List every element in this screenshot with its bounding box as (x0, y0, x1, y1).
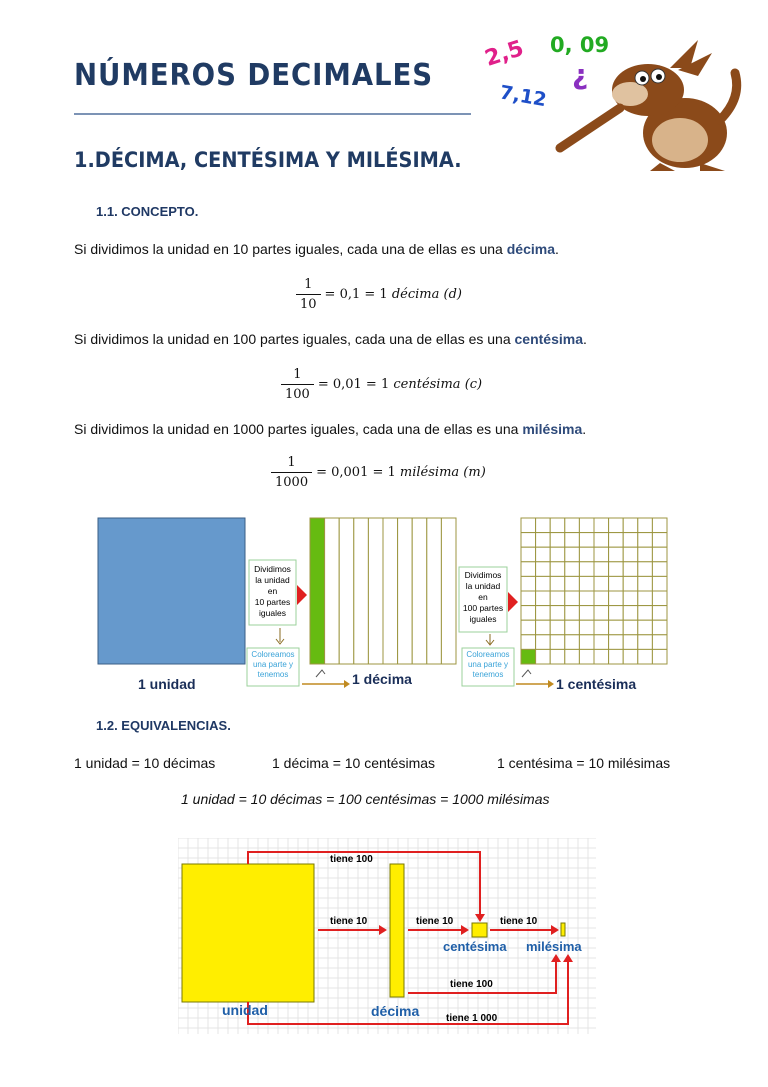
box-line: Coloreamos (466, 650, 510, 659)
hundredth-cell (536, 635, 551, 650)
hundredth-cell (565, 635, 580, 650)
cartoon-number: 2,5 (482, 36, 527, 72)
hundredth-cell (652, 606, 667, 621)
paragraph-text: Si dividimos la unidad en 1000 partes iguales, cada una de ellas es una (74, 421, 523, 437)
paragraph-decima (74, 241, 559, 257)
equivalence-decima: 1 décima = 10 centésimas (272, 755, 436, 771)
formula-word: milésima (399, 465, 460, 480)
hundredth-cell (652, 635, 667, 650)
arrow-head-icon (379, 925, 387, 935)
hundredth-cell (579, 635, 594, 650)
hundredth-cell (579, 518, 594, 533)
hundredth-cell (550, 606, 565, 621)
hundredth-cell (609, 533, 624, 548)
label-tiene10-c: tiene 10 (500, 916, 538, 927)
tenth-cell (398, 518, 413, 664)
hundredth-cell (565, 606, 580, 621)
centesima-square (472, 923, 487, 937)
hundredth-cell (594, 533, 609, 548)
paragraph-text: Si dividimos la unidad en 100 partes iguales, cada una de ellas es una (74, 331, 515, 347)
subsection-equivalencias: 1.2. EQUIVALENCIAS. (96, 718, 231, 733)
pointer-arrow-icon (522, 670, 531, 677)
hundredth-cell (623, 620, 638, 635)
hundredth-cell (550, 591, 565, 606)
section-title: 1.DÉCIMA, CENTÉSIMA Y MILÉSIMA. (74, 148, 462, 172)
hundredth-cell (594, 635, 609, 650)
cartoon-number: ¿ (572, 58, 589, 91)
hundredth-cell (652, 576, 667, 591)
formula-word: centésima (393, 377, 461, 392)
hundredth-cell (623, 591, 638, 606)
hundredth-cell (521, 649, 536, 664)
hundredth-cell (565, 576, 580, 591)
hundredth-cell (579, 606, 594, 621)
unidad-square (182, 864, 314, 1002)
label-tiene100-bottom: tiene 100 (450, 979, 493, 990)
hundredth-cell (594, 518, 609, 533)
hundredth-cell (638, 606, 653, 621)
hundredth-cell (565, 591, 580, 606)
paragraph-text: Si dividimos la unidad en 10 partes iguales, cada una de ellas es una (74, 241, 507, 257)
keyword-centesima: centésima (514, 331, 583, 347)
formula-rest: = 0,001 = 1 (316, 465, 396, 480)
tenth-cell (368, 518, 383, 664)
hundredth-cell (536, 591, 551, 606)
hundredth-cell (565, 620, 580, 635)
tenth-cell (310, 518, 325, 664)
hundredth-cell (609, 576, 624, 591)
fraction-numerator: 1 (293, 367, 302, 382)
hundredth-cell (609, 518, 624, 533)
label-decima: 1 décima (352, 671, 412, 687)
hundredth-cell (594, 576, 609, 591)
box-line: en (267, 586, 278, 596)
explain-box-color-100 (462, 648, 514, 686)
svg-text:Coloreamosuna parte ytenemos (251, 650, 294, 679)
hundredth-cell (652, 518, 667, 533)
cartoon-illustration (480, 28, 760, 173)
hundredth-cell (550, 635, 565, 650)
tenth-cell (441, 518, 456, 664)
hundredth-cell (609, 562, 624, 577)
formula-abbr: (m) (463, 465, 486, 480)
explain-box-divide-10 (249, 560, 307, 625)
hundredth-cell (638, 649, 653, 664)
hundredth-cell (594, 606, 609, 621)
hundredth-cell (623, 518, 638, 533)
fraction-denominator: 10 (296, 294, 321, 312)
label-decima: décima (371, 1003, 420, 1019)
fraction-denominator: 1000 (271, 472, 312, 490)
tenth-cell (325, 518, 340, 664)
hundredth-cell (536, 533, 551, 548)
box-line: tenemos (257, 670, 289, 679)
hundredth-cell (638, 562, 653, 577)
hundredth-cell (623, 635, 638, 650)
cartoon-number: 7,12 (498, 81, 549, 112)
svg-text:Coloreamosuna parte ytenemos (466, 650, 509, 679)
hundredth-cell (521, 606, 536, 621)
hundredth-cell (609, 591, 624, 606)
keyword-milesima: milésima (522, 421, 583, 437)
explain-box-divide-100 (459, 567, 518, 632)
paragraph-milesima (74, 421, 586, 437)
hundredth-cell (521, 635, 536, 650)
hundredth-cell (594, 562, 609, 577)
hundredth-cell (609, 606, 624, 621)
label-tiene100-top: tiene 100 (330, 854, 373, 865)
hundredth-cell (565, 649, 580, 664)
tenth-cell (354, 518, 369, 664)
hundredth-cell (652, 620, 667, 635)
hundredth-cell (521, 620, 536, 635)
hundredth-cell (521, 591, 536, 606)
box-line: una parte y (252, 660, 294, 669)
hundredth-cell (609, 649, 624, 664)
subsection-concepto: 1.1. CONCEPTO. (96, 204, 199, 219)
hundredth-cell (638, 635, 653, 650)
hundredths-grid (521, 518, 667, 664)
hundredth-cell (579, 620, 594, 635)
hundredth-cell (638, 620, 653, 635)
label-tiene10-b: tiene 10 (416, 916, 454, 927)
hundredth-cell (638, 576, 653, 591)
figure-equivalencias (178, 838, 596, 1034)
box-line: iguales (259, 608, 286, 618)
hundredth-cell (652, 533, 667, 548)
label-tiene10-a: tiene 10 (330, 916, 368, 927)
figure-unidad-decima-centesima (96, 512, 676, 697)
box-line: en (478, 592, 488, 602)
hundredth-cell (536, 606, 551, 621)
hundredth-cell (652, 591, 667, 606)
formula-rest: = 0,1 = 1 (324, 287, 388, 302)
right-arrow-icon (548, 680, 554, 688)
hundredth-cell (579, 576, 594, 591)
label-unidad: unidad (222, 1002, 268, 1018)
hundredth-cell (623, 606, 638, 621)
hundredth-cell (638, 591, 653, 606)
box-line: Dividimos (254, 564, 291, 574)
formula-centesima (281, 367, 482, 402)
box-line: la unidad (465, 581, 501, 591)
box-line: tenemos (472, 670, 504, 679)
hundredth-cell (609, 620, 624, 635)
hundredth-cell (521, 533, 536, 548)
paragraph-end: . (583, 331, 587, 347)
hundredth-cell (536, 518, 551, 533)
hundredth-cell (609, 635, 624, 650)
hundredth-cell (623, 649, 638, 664)
formula-rest: = 0,01 = 1 (317, 377, 390, 392)
equivalence-centesima: 1 centésima = 10 milésimas (497, 755, 671, 771)
hundredth-cell (521, 547, 536, 562)
hundredth-cell (550, 533, 565, 548)
hundredth-cell (536, 649, 551, 664)
formula-abbr: (d) (443, 287, 462, 302)
paragraph-centesima (74, 331, 587, 347)
hundredth-cell (579, 591, 594, 606)
hundredth-cell (638, 533, 653, 548)
hundredth-cell (536, 547, 551, 562)
box-line: iguales (469, 614, 497, 624)
hundredth-cell (623, 533, 638, 548)
formula-decima (296, 277, 462, 312)
tenth-cell (339, 518, 354, 664)
hundredth-cell (550, 562, 565, 577)
hundredth-cell (652, 562, 667, 577)
hundredth-cell (638, 547, 653, 562)
right-arrow-icon (344, 680, 350, 688)
hundredth-cell (579, 562, 594, 577)
equivalence-unidad: 1 unidad = 10 décimas (74, 755, 216, 771)
box-line: 10 partes (254, 597, 291, 607)
hundredth-cell (550, 620, 565, 635)
formula-abbr: (c) (464, 377, 483, 392)
hundredth-cell (536, 620, 551, 635)
decima-strip (390, 864, 404, 997)
cartoon-number: 0, 09 (550, 33, 610, 57)
hundredth-cell (565, 562, 580, 577)
title-divider (74, 113, 471, 115)
fraction-numerator: 1 (287, 455, 296, 470)
box-line: Coloreamos (251, 650, 295, 659)
hundredth-cell (521, 518, 536, 533)
hundredth-cell (594, 649, 609, 664)
milesima-bar (561, 923, 565, 936)
hundredth-cell (550, 518, 565, 533)
hundredth-cell (579, 533, 594, 548)
hundredth-cell (521, 562, 536, 577)
label-milesima: milésima (526, 939, 582, 954)
hundredth-cell (638, 518, 653, 533)
hundredth-cell (594, 547, 609, 562)
box-line: una parte y (467, 660, 509, 669)
hundredth-cell (594, 620, 609, 635)
hundredth-cell (609, 547, 624, 562)
pointer-arrow-icon (316, 670, 325, 677)
box-line: 100 partes (462, 603, 504, 613)
paragraph-end: . (554, 241, 559, 257)
red-arrow-icon (508, 592, 518, 612)
fraction-numerator: 1 (304, 277, 313, 292)
label-centesima: 1 centésima (556, 676, 637, 692)
unit-square (98, 518, 245, 664)
explain-box-color-10 (247, 648, 299, 686)
tenth-cell (427, 518, 442, 664)
box-line: la unidad (255, 575, 290, 585)
red-arrow-icon (297, 585, 307, 605)
tenth-cell (412, 518, 427, 664)
label-unidad: 1 unidad (138, 676, 196, 692)
keyword-decima: décima (506, 241, 555, 257)
formula-milesima (271, 455, 486, 490)
page-title: NÚMEROS DECIMALES (74, 58, 434, 93)
equivalence-full: 1 unidad = 10 décimas = 100 centésimas = 1000 milésimas (181, 791, 550, 807)
fraction-denominator: 100 (281, 384, 314, 402)
tenths-strip (310, 518, 456, 664)
hundredth-cell (623, 547, 638, 562)
tenth-cell (383, 518, 398, 664)
label-tiene1000: tiene 1 000 (446, 1013, 498, 1024)
hundredth-cell (550, 576, 565, 591)
hundredth-cell (565, 547, 580, 562)
hundredth-cell (550, 547, 565, 562)
hundredth-cell (536, 576, 551, 591)
hundredth-cell (579, 649, 594, 664)
label-centesima: centésima (443, 939, 507, 954)
hundredth-cell (521, 576, 536, 591)
hundredth-cell (652, 649, 667, 664)
paragraph-end: . (582, 421, 587, 437)
hundredth-cell (565, 533, 580, 548)
hundredth-cell (652, 547, 667, 562)
hundredth-cell (565, 518, 580, 533)
hundredth-cell (550, 649, 565, 664)
hundredth-cell (579, 547, 594, 562)
hundredth-cell (594, 591, 609, 606)
hundredth-cell (536, 562, 551, 577)
hundredth-cell (623, 562, 638, 577)
formula-word: décima (391, 287, 440, 302)
box-line: Dividimos (464, 570, 502, 580)
hundredth-cell (623, 576, 638, 591)
